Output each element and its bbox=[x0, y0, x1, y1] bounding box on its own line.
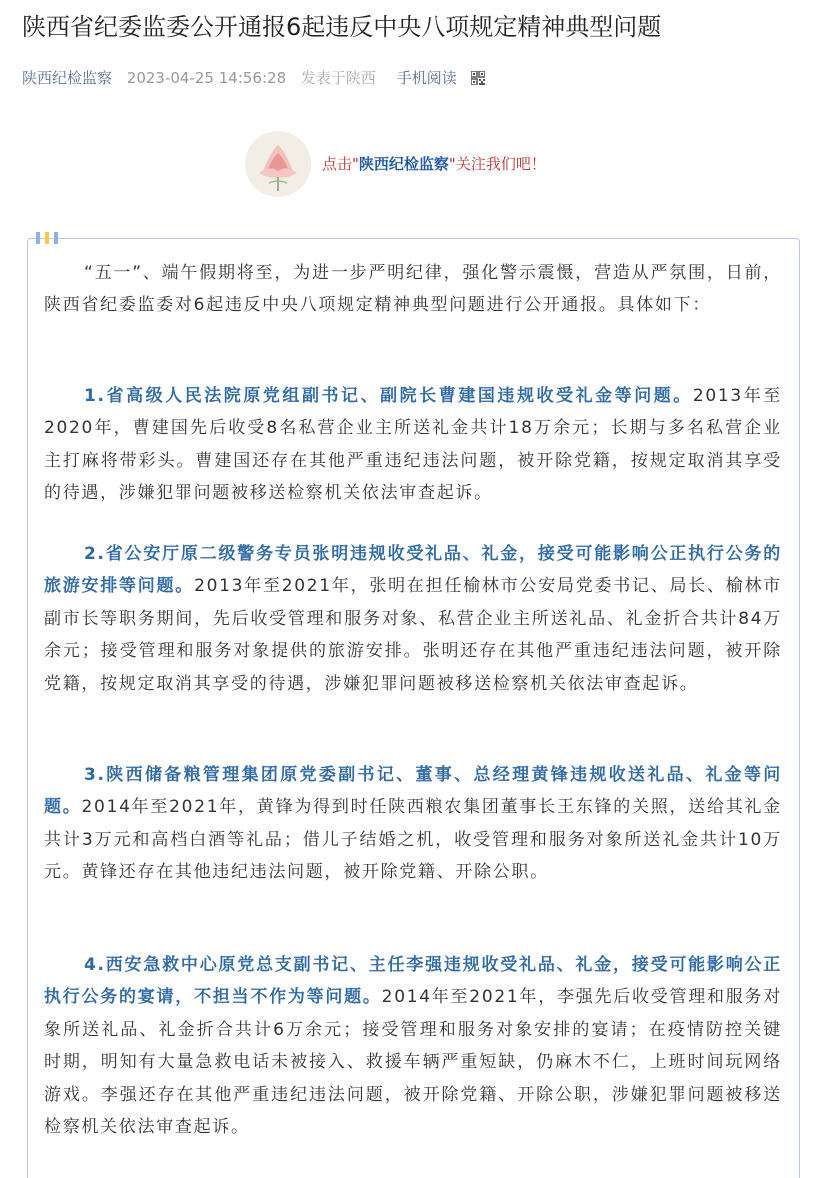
paragraph-text: 2013年至2020年，曹建国先后收受8名私营企业主所送礼金共计18万余元；长期与多名私营企业主打麻将带彩头。曹建国还存在其他严重违纪违法问题，被开除党籍，按规定取消其享受的待遇，涉嫌犯罪问题被移送检察机关依法审查起诉。 bbox=[44, 386, 782, 504]
case-paragraph-4 bbox=[44, 949, 782, 1143]
paragraph-text: 2014年至2021年，李强先后收受管理和服务对象所送礼品、礼金折合共计6万余元；接受管理和服务对象安排的宴请；在疫情防控关键时期，明知有大量急救电话未被接入、救援车辆严重短缺，仍麻木不仁，上班时间玩网络游戏。李强还存在其他严重违纪违法问题，被开除党籍、开除公职，涉嫌犯罪问题被移送检察机关依法审查起诉。 bbox=[44, 987, 783, 1138]
deco-bar bbox=[45, 232, 49, 244]
paragraph-text: 2014年至2021年，黄锋为得到时任陕西粮农集团董事长王东锋的关照，送给其礼金共计3万元和高档白酒等礼品；借儿子结婚之机，收受管理和服务对象所送礼金共计10万元。黄锋还存在其他违纪违法问题，被开除党籍、开除公职。 bbox=[44, 797, 783, 883]
case-paragraph-1 bbox=[44, 380, 782, 510]
follow-prompt bbox=[322, 153, 546, 175]
page-title: 陕西省纪委监委公开通报6起违反中央八项规定精神典型问题 bbox=[22, 13, 662, 41]
mobile-read-link[interactable] bbox=[397, 69, 485, 87]
source-link[interactable]: 陕西纪检监察 bbox=[22, 69, 113, 87]
follow-suffix: "关注我们吧！ bbox=[448, 155, 546, 173]
case-heading: 1.省高级人民法院原党组副书记、副院长曹建国违规收受礼金等问题。 bbox=[84, 386, 693, 406]
decoration-bars bbox=[36, 232, 66, 246]
paragraph-text: “五一”、端午假期将至，为进一步严明纪律，强化警示震慑，营造从严氛围，日前，陕西省纪委监委对6起违反中央八项规定精神典型问题进行公开通报。具体如下： bbox=[44, 263, 782, 316]
deco-bar bbox=[54, 232, 58, 244]
follow-brand-name[interactable]: 陕西纪检监察 bbox=[358, 155, 449, 173]
article-meta bbox=[22, 66, 495, 90]
case-paragraph-2 bbox=[44, 538, 782, 700]
mobile-read-label: 手机阅读 bbox=[396, 69, 457, 87]
qr-code-icon bbox=[471, 71, 485, 85]
case-heading: 3.陕西储备粮管理集团原党委副书记、董事、总经理黄锋违规收送礼品、礼金等问题。 bbox=[44, 765, 782, 818]
publish-time: 2023-04-25 14:56:28 bbox=[126, 69, 287, 87]
account-avatar bbox=[245, 131, 311, 197]
follow-prefix: 点击" bbox=[322, 155, 359, 173]
paragraph-text: 2013年至2021年，张明在担任榆林市公安局党委书记、局长、榆林市副市长等职务期间，先后收受管理和服务对象、私营企业主所送礼品、礼金折合共计84万余元；接受管理和服务对象提供的旅游安排。张明还存在其他严重违纪违法问题，被开除党籍，按规定取消其享受的待遇，涉嫌犯罪问题被移送检察机关依法审查起诉。 bbox=[44, 576, 782, 694]
case-heading: 4.西安急救中心原党总支副书记、主任李强违规收受礼品、礼金，接受可能影响公正执行公务的宴请，不担当不作为等问题。 bbox=[44, 955, 782, 1008]
lotus-flower-icon bbox=[245, 131, 311, 197]
publish-location: 发表于陕西 bbox=[300, 69, 376, 87]
case-paragraph-3 bbox=[44, 759, 782, 889]
intro-paragraph bbox=[44, 257, 782, 322]
deco-bar bbox=[36, 232, 40, 244]
case-heading: 2.省公安厅原二级警务专员张明违规收受礼品、礼金，接受可能影响公正执行公务的旅游安排等问题。 bbox=[44, 544, 782, 597]
